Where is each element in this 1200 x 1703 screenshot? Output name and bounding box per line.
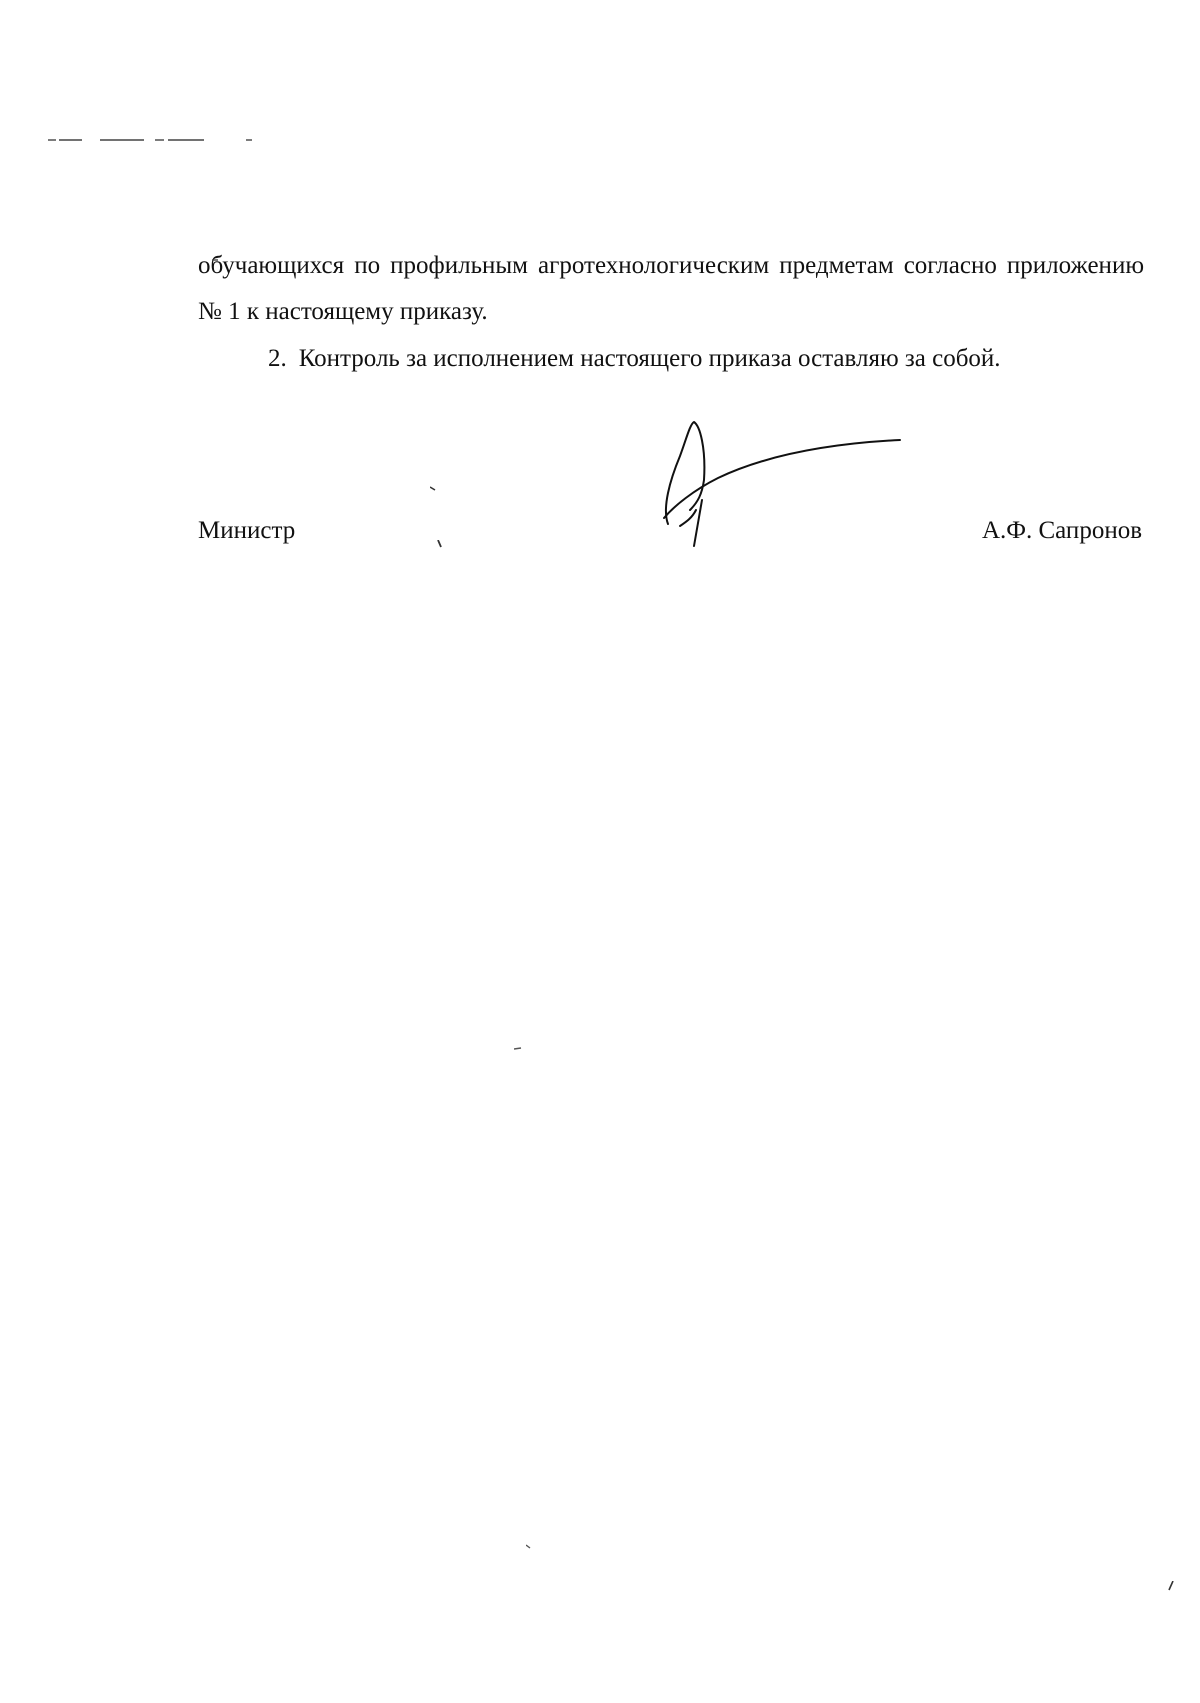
list-item-2	[268, 341, 1001, 377]
scan-speck	[526, 1544, 531, 1549]
list-item-number: 2.	[268, 345, 287, 372]
header-scan-marks	[48, 136, 268, 144]
list-item-text: Контроль за исполнением настоящего приказа оставляю за собой.	[298, 345, 1001, 372]
scan-speck	[1168, 1581, 1174, 1591]
signature-block	[198, 513, 1142, 549]
paragraph-body: обучающихся по профильным агротехнологическим предметам согласно приложению № 1 к настоящему приказу.	[198, 252, 1144, 325]
signatory-name: А.Ф. Сапронов	[981, 517, 1142, 544]
scan-speck	[437, 540, 443, 548]
scan-speck	[514, 1047, 522, 1051]
scan-speck	[212, 258, 218, 262]
scan-speck	[430, 486, 436, 492]
signatory-title: Министр	[198, 517, 296, 544]
